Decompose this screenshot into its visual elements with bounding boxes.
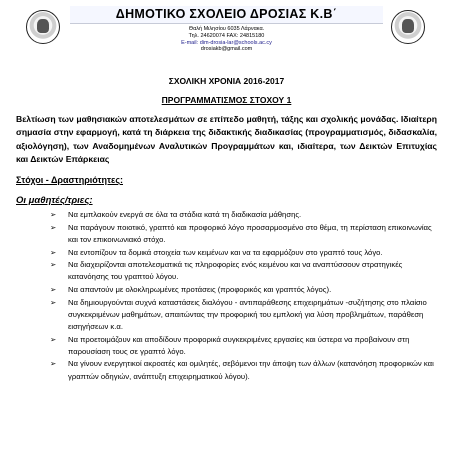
list-item: ➢ Να δημιουργούνται συχνά καταστάσεις διαλόγου - αντιπαράθεσης επιχειρημάτων -συζήτησης στο πλαίσιο συγκεκριμένων μαθημάτων, απαιτώντας την προφορική του εμπλοκή για λύση προβλημάτων, παράθεση εισηγήσεων κ.α. <box>50 297 427 331</box>
goal-statement: Βελτίωση των μαθησιακών αποτελεσμάτων σε επίπεδο μαθητή, τάξης και σχολικής μονάδας. Ιδιαίτερη σημασία στην εφαρμογή, κατά τη διάρκεια της διδακτικής διαδικασίας (προγραμματισμός, διδασκαλία, αξιολόγηση), των Αναδομημένων Αναλυτικών Προγραμμάτων και, ιδιαίτερα, των Δεικτών Επιτυχίας και Δεικτών Επάρκειας <box>16 114 437 164</box>
list-item: ➢ Να εντοπίζουν τα δομικά στοιχεία των κειμένων και να τα εφαρμόζουν στο γραπτό τους λόγο. <box>68 247 437 259</box>
contact-info <box>130 26 323 53</box>
school-year: ΣΧΟΛΙΚΗ ΧΡΟΝΙΑ 2016-2017 <box>168 76 285 86</box>
arrow-bullet-icon: ➢ <box>50 284 57 294</box>
list-item: ➢ Να απαντούν με ολοκληρωμένες προτάσεις (προφορικός και γραπτός λόγος). <box>68 284 437 296</box>
email-primary: E-mail: dim-drosia-lar@schools.ac.cy <box>181 39 272 46</box>
email-secondary: drosiakb@gmail.com <box>200 46 253 53</box>
arrow-bullet-icon: ➢ <box>50 222 57 232</box>
arrow-bullet-icon: ➢ <box>50 334 57 344</box>
letterhead <box>10 6 443 74</box>
arrow-bullet-icon: ➢ <box>50 260 57 270</box>
school-name: ΔΗΜΟΤΙΚΟ ΣΧΟΛΕΙΟ ΔΡΟΣΙΑΣ Κ.Β΄ <box>70 6 383 24</box>
objectives-heading <box>16 175 443 185</box>
arrow-bullet-icon: ➢ <box>50 297 57 307</box>
objectives-label: - Δραστηριότητες: <box>43 175 123 186</box>
school-logo-left <box>26 10 60 44</box>
list-item: ➢ Να διαχειρίζονται αποτελεσματικά τις πληροφορίες ενός κειμένου και να αναπτύσσουν στρατηγικές κατανόησης του γραπτού λόγου. <box>50 260 403 282</box>
students-heading: Οι μαθητές/τριες: <box>16 195 93 207</box>
arrow-bullet-icon: ➢ <box>50 247 57 257</box>
list-item: ➢ Να προετοιμάζουν και αποδίδουν προφορικά συγκεκριμένες εργασίες και ύστερα να προβαίνουν στη παρουσίαση τους σε γραπτό λόγο. <box>50 334 410 356</box>
arrow-bullet-icon: ➢ <box>50 210 57 220</box>
list-item: ➢ Να γίνουν ενεργητικοί ακροατές και ομιλητές, σεβόμενοι την άποψη των άλλων (κατανόηση προφορικών και γραπτών οδηγιών, ανάπτυξη επιχειρηματικού λόγου). <box>50 359 434 381</box>
list-item: ➢ Να παράγουν ποιοτικό, γραπτό και προφορικό λόγο προσαρμοσμένο στο θέμα, τη περίσταση επικοινωνίας και τον επικοινωνιακό στόχο. <box>50 222 432 244</box>
list-item: ➢ Να εμπλακούν ενεργά σε όλα τα στάδια κατά τη διαδικασία μάθησης. <box>68 209 437 221</box>
objectives-list <box>10 209 443 383</box>
school-logo-right <box>391 10 425 44</box>
arrow-bullet-icon: ➢ <box>50 359 57 369</box>
phone-fax: Τηλ. 24620074 FAX: 24815180 <box>188 32 265 39</box>
program-title: ΠΡΟΓΡΑΜΜΑΤΙΣΜΟΣ ΣΤΟΧΟΥ 1 <box>161 95 292 105</box>
objectives-prefix: Στόχοι <box>16 175 44 186</box>
address: Θαλή Μιλησίου 6035 Λάρνακα. <box>188 26 265 32</box>
